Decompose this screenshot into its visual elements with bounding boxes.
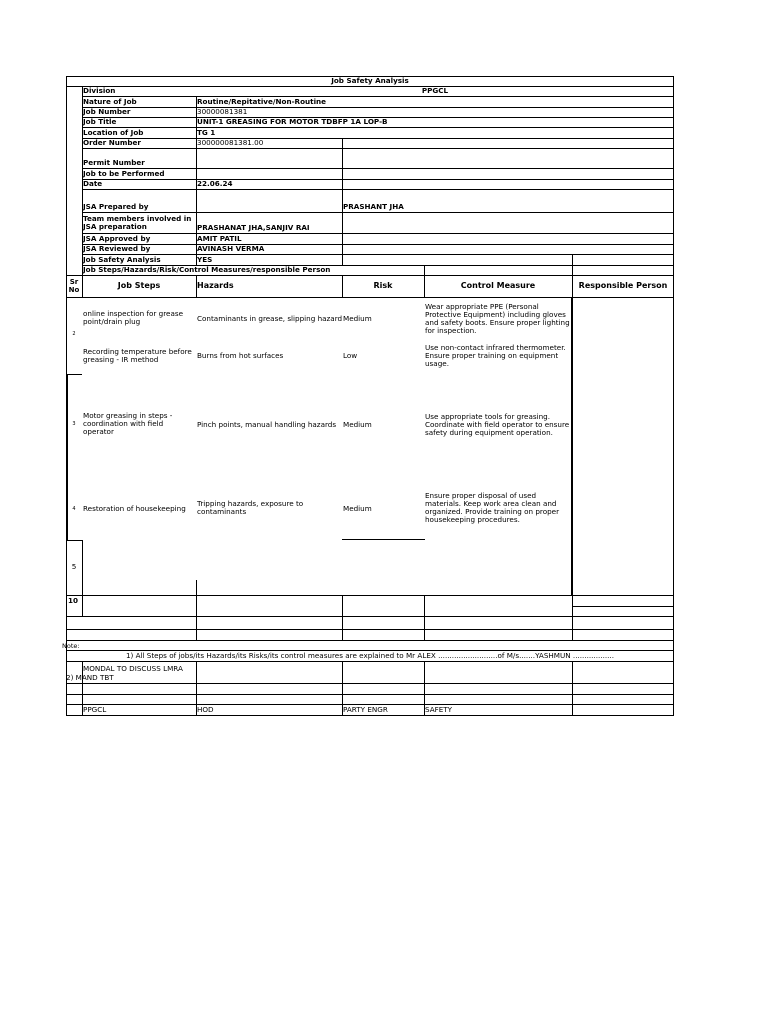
col-risk-header: Risk [373,281,393,290]
row-step: online inspection for grease point/drain plug [83,309,184,326]
grid-line [66,616,674,617]
grid-line [673,76,674,716]
row-step: Recording temperature before greasing - IR method [83,347,192,364]
row-risk: Medium [343,314,372,323]
row-sr: 5 [71,562,77,571]
grid-line [572,606,674,607]
location-label: Location of Job [83,128,144,137]
signature-safety: SAFETY [425,705,453,714]
row-control: Ensure proper disposal of used materials. Keep work area clean and organized. Provide training on proper housekeeping procedures. [425,491,560,524]
grid-line [572,595,573,641]
grid-line [82,254,674,255]
reviewed-label: JSA Reviewed by [83,244,151,253]
note-line: 1) All Steps of jobs/its Hazards/its Risks/its control measures are explained to Mr ALEX ..........................of M/s.......YASHMUN .................. [125,651,615,660]
note-line-2a: MONDAL TO DISCUSS LMRA [83,664,183,673]
grid-line [82,212,674,213]
row-sr: 2 [72,331,76,337]
grid-line [66,540,82,541]
job-performed-label: Job to be Performed [83,169,165,178]
grid-line [82,168,674,169]
row-step: Motor greasing in steps - coordination with field operator [83,411,173,436]
date-label: Date [83,179,103,188]
grid-line [66,683,674,684]
signature-ppgcl: PPGCL [83,705,107,714]
col-responsible-header: Responsible Person [578,281,668,290]
grid-line [82,540,83,616]
row-control: Use non-contact infrared thermometer. Ensure proper training on equipment usage. [425,343,566,368]
job-title-value: UNIT-1 GREASING FOR MOTOR TDBFP 1A LOP-B [197,117,388,126]
row-hazard: Pinch points, manual handling hazards [197,420,337,429]
team-label: Team members involved in JSA preparation [83,214,192,231]
signature-party-engr: PARTY ENGR [343,705,388,714]
permit-label: Permit Number [83,158,145,167]
grid-line [342,539,425,540]
grid-line [82,96,674,97]
signature-hod: HOD [197,705,214,714]
col-hazards-header: Hazards [197,281,234,290]
note-label: Note: [62,642,80,650]
order-label: Order Number [83,138,141,147]
approved-value: AMIT PATIL [197,234,242,243]
col-sr-header: Sr No [68,278,80,294]
row-hazard: Burns from hot surfaces [197,351,284,360]
grid-line [66,275,674,276]
row-sr: 10 [68,596,79,605]
date-value: 22.06.24 [197,179,233,188]
grid-line [82,148,674,149]
col-steps-header: Job Steps [117,281,161,290]
grid-line [82,127,674,128]
steps-caption: Job Steps/Hazards/Risk/Control Measures/responsible Person [83,265,331,274]
row-risk: Medium [343,420,372,429]
row-step: Restoration of housekeeping [83,504,186,513]
page-title: Job Safety Analysis [331,76,409,85]
prepared-value: PRASHANT JHA [343,202,404,211]
grid-line [82,179,674,180]
job-number-value: 30000081381 [197,107,248,116]
reviewed-value: AVINASH VERMA [197,244,265,253]
job-title-label: Job Title [83,117,117,126]
row-risk: Low [343,351,358,360]
jsa-value: YES [197,255,213,264]
nature-label: Nature of Job [83,97,137,106]
division-label: Division [83,86,116,95]
grid-line [571,297,573,596]
division-value: PPGCL [421,86,449,95]
note-line-2b: 2) MAND TBT [66,673,114,682]
row-sr: 3 [72,421,76,427]
grid-line [196,595,197,641]
grid-line [572,661,573,716]
grid-line [342,595,343,641]
row-sr: 4 [72,506,76,512]
row-control: Use appropriate tools for greasing. Coordinate with field operator to ensure safety during equipment operation. [425,412,570,437]
grid-line [82,244,674,245]
grid-line [66,715,674,716]
col-control-header: Control Measure [460,281,536,290]
team-value: PRASHANAT JHA,SANJIV RAI [197,223,310,232]
row-hazard: Tripping hazards, exposure to contaminants [197,499,304,516]
row-hazard: Contaminants in grease, slipping hazard [197,314,343,323]
grid-line [66,374,68,540]
grid-line [66,595,674,596]
grid-line [66,694,674,695]
grid-line [82,189,674,190]
approved-label: JSA Approved by [83,234,151,243]
grid-line [66,297,674,298]
row-control: Wear appropriate PPE (Personal Protective Equipment) including gloves and safety boots. Ensure proper lighting for inspection. [425,302,570,335]
grid-line [82,107,674,108]
jsa-label: Job Safety Analysis [83,255,161,264]
grid-line [424,595,425,641]
grid-line [66,629,674,630]
grid-line [66,661,674,662]
grid-line [82,233,674,234]
order-value: 300000081381.00 [197,138,264,147]
grid-line [66,640,674,641]
grid-line [82,138,674,139]
job-number-label: Job Number [83,107,131,116]
location-value: TG 1 [197,128,216,137]
grid-line [66,374,82,375]
row-risk: Medium [343,504,372,513]
grid-line [196,580,197,596]
prepared-label: JSA Prepared by [83,202,149,211]
nature-value: Routine/Repitative/Non-Routine [197,97,327,106]
